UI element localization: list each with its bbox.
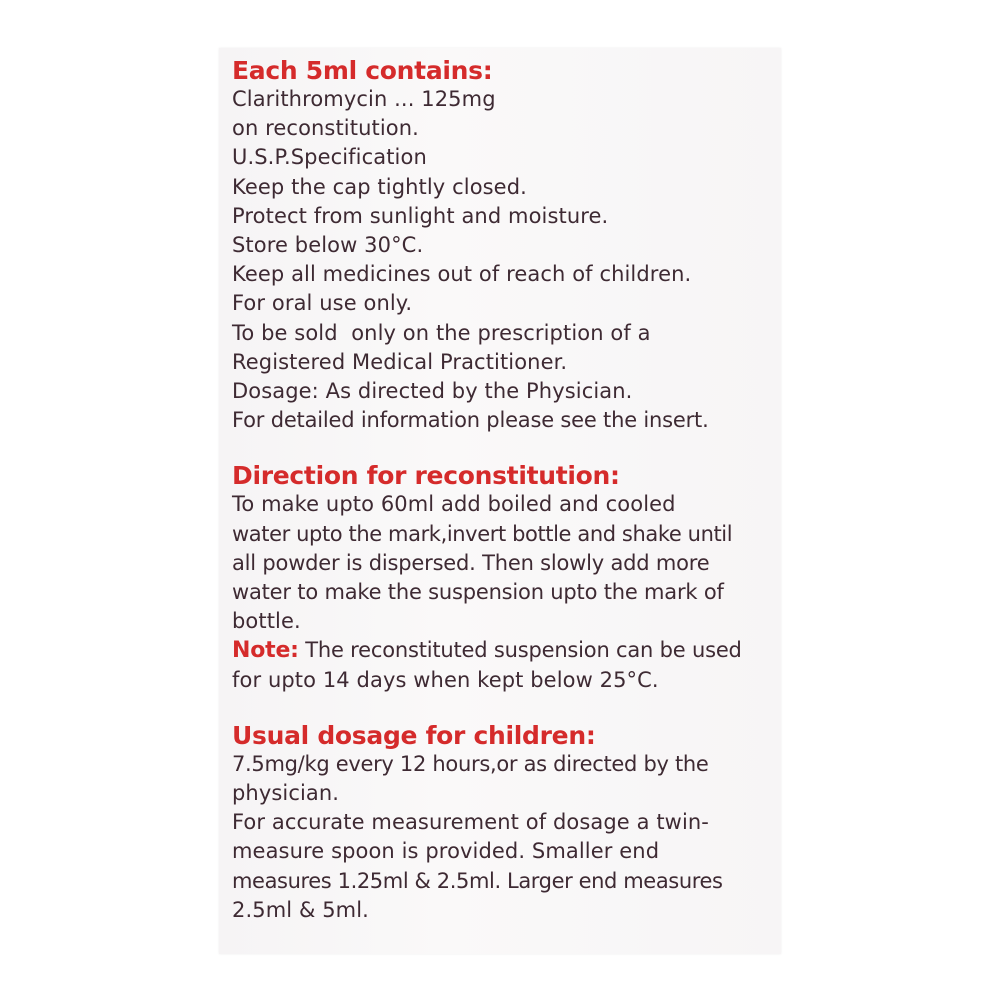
contents-line: Clarithromycin ... 125mg xyxy=(232,87,496,111)
contents-heading: Each 5ml contains: xyxy=(232,56,493,85)
contents-line: on reconstitution. xyxy=(232,116,419,141)
section-gap xyxy=(232,435,777,461)
note-label: Note: xyxy=(232,638,299,664)
contents-line: To be sold only on the prescription of a xyxy=(232,320,651,345)
label-content xyxy=(232,56,777,925)
contents-line: U.S.P.Specification xyxy=(232,145,427,170)
dosage-line: measures 1.25ml & 2.5ml. Larger end measures xyxy=(232,868,723,893)
dosage-line: 7.5mg/kg every 12 hours,or as directed by the xyxy=(232,751,709,776)
contents-line: Protect from sunlight and moisture. xyxy=(232,203,609,228)
contents-line: Dosage: As directed by the Physician. xyxy=(232,379,633,404)
reconstitution-line: bottle. xyxy=(232,609,301,634)
contents-line: Store below 30°C. xyxy=(232,233,424,258)
contents-line: Registered Medical Practitioner. xyxy=(232,349,568,374)
reconstitution-heading: Direction for reconstitution: xyxy=(232,461,620,491)
note-line xyxy=(232,636,777,665)
reconstitution-line: water upto the mark,invert bottle and shake until xyxy=(232,521,733,546)
contents-line: For detailed information please see the insert. xyxy=(232,408,709,433)
contents-line: For oral use only. xyxy=(232,291,413,316)
reconstitution-line: To make upto 60ml add boiled and cooled xyxy=(232,492,676,517)
note-text: The reconstituted suspension can be used xyxy=(298,638,742,663)
label-panel xyxy=(219,48,781,954)
contents-line: Keep all medicines out of reach of children. xyxy=(232,262,692,287)
contents-line: Keep the cap tightly closed. xyxy=(232,174,527,199)
section-gap xyxy=(232,695,777,721)
dosage-line: physician. xyxy=(232,781,340,806)
dosage-line: For accurate measurement of dosage a twin- xyxy=(232,810,709,835)
note-line: for upto 14 days when kept below 25°C. xyxy=(232,667,659,692)
reconstitution-line: water to make the suspension upto the mark of xyxy=(232,580,724,605)
dosage-heading: Usual dosage for children: xyxy=(232,720,596,750)
dosage-line: measure spoon is provided. Smaller end xyxy=(232,839,660,864)
reconstitution-line: all powder is dispersed. Then slowly add more xyxy=(232,550,710,575)
dosage-line: 2.5ml & 5ml. xyxy=(232,897,369,922)
